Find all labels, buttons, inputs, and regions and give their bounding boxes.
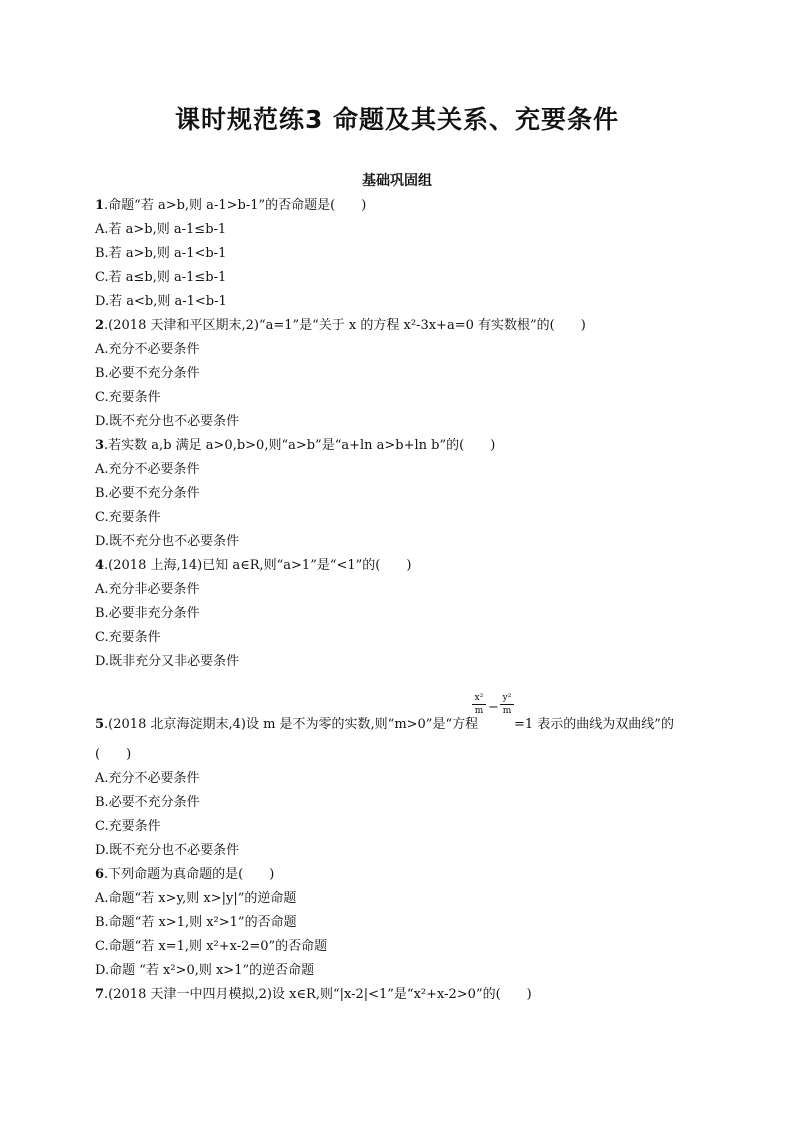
answer-option	[95, 891, 296, 907]
answer-option	[95, 510, 161, 526]
option-text: D.既不充分也不必要条件	[95, 534, 240, 549]
answer-option	[95, 606, 200, 622]
question-stem	[95, 558, 411, 574]
fraction-x2-over-m	[472, 693, 486, 716]
option-text: A.充分不必要条件	[95, 342, 200, 357]
answer-option	[95, 294, 227, 310]
option-text: D.既不充分也不必要条件	[95, 414, 240, 429]
question-text: .若实数 a,b 满足 a>0,b>0,则“a>b”是“a+ln a>b+ln b”的( )	[104, 438, 496, 453]
answer-option	[95, 270, 226, 286]
question-number: 1	[95, 198, 105, 213]
answer-option	[95, 654, 239, 670]
option-text: A.充分非必要条件	[95, 582, 200, 597]
fraction-numerator: x²	[472, 693, 486, 705]
answer-option	[95, 630, 161, 646]
answer-option	[95, 414, 239, 430]
fraction-y2-over-m	[500, 693, 514, 716]
option-text: D.命题 “若 x²>0,则 x>1”的逆否命题	[95, 963, 315, 978]
option-text: C.充要条件	[95, 510, 161, 525]
fraction-numerator: y²	[500, 693, 514, 705]
option-text: C.命题“若 x=1,则 x²+x-2=0”的否命题	[95, 939, 328, 954]
question-stem	[95, 318, 586, 334]
question-5-stem	[95, 717, 478, 733]
option-text: B.必要非充分条件	[95, 606, 200, 621]
question-stem	[95, 867, 274, 883]
answer-option	[95, 342, 200, 358]
answer-option	[95, 534, 239, 550]
question-number: 4	[95, 558, 105, 573]
answer-option	[95, 843, 239, 859]
question-number: 3	[95, 438, 105, 453]
section-title: 基础巩固组	[362, 173, 432, 189]
question-text: .(2018 上海,14)已知 a∈R,则“a>1”是“<1”的( )	[104, 558, 412, 573]
question-5-text: .(2018 北京海淀期末,4)设 m 是不为零的实数,则“m>0”是“方程	[104, 717, 479, 732]
option-text: B.必要不充分条件	[95, 366, 200, 381]
question-5-text-after: =1 表示的曲线为双曲线”的	[514, 717, 674, 732]
minus-sign: −	[488, 700, 499, 715]
option-text: A.若 a>b,则 a-1≤b-1	[95, 222, 227, 237]
answer-option	[95, 390, 161, 406]
question-stem	[95, 198, 366, 214]
option-text: B.必要不充分条件	[95, 486, 200, 501]
question-number: 2	[95, 318, 105, 333]
option-text: D.若 a<b,则 a-1<b-1	[95, 294, 227, 309]
option-text: B.若 a>b,则 a-1<b-1	[95, 246, 227, 261]
option-text: C.若 a≤b,则 a-1≤b-1	[95, 270, 227, 285]
question-text: .下列命题为真命题的是( )	[104, 867, 275, 882]
option-text: D.既不充分也不必要条件	[95, 843, 240, 858]
answer-option	[95, 939, 327, 955]
answer-option	[95, 246, 226, 262]
option-text: D.既非充分又非必要条件	[95, 654, 240, 669]
answer-option	[95, 915, 297, 931]
question-number: 5	[95, 717, 105, 732]
answer-option	[95, 462, 200, 478]
option-text: B.命题“若 x>1,则 x²>1”的否命题	[95, 915, 297, 930]
option-text: C.充要条件	[95, 630, 161, 645]
question-text: .(2018 天津和平区期末,2)“a=1”是“关于 x 的方程 x²-3x+a=0 有实数根”的( )	[104, 318, 586, 333]
fraction-denominator: m	[474, 706, 484, 716]
option-text: B.必要不充分条件	[95, 795, 200, 810]
page-title: 课时规范练3 命题及其关系、充要条件	[174, 105, 620, 134]
answer-option	[95, 222, 226, 238]
answer-option	[95, 963, 314, 979]
answer-option	[95, 366, 200, 382]
answer-option	[95, 795, 200, 811]
question-number: 6	[95, 867, 105, 882]
option-text: C.充要条件	[95, 819, 161, 834]
option-text: A.充分不必要条件	[95, 462, 200, 477]
option-text: A.充分不必要条件	[95, 771, 200, 786]
question-text: .(2018 天津一中四月模拟,2)设 x∈R,则“|x-2|<1”是“x²+x-2>0”的( )	[104, 987, 532, 1002]
option-text: C.充要条件	[95, 390, 161, 405]
answer-option	[95, 486, 200, 502]
fraction-denominator: m	[502, 706, 512, 716]
option-text: A.命题“若 x>y,则 x>|y|”的逆命题	[95, 891, 297, 906]
question-5-paren: ( )	[95, 747, 132, 762]
answer-option	[95, 819, 161, 835]
question-number: 7	[95, 987, 105, 1002]
question-stem	[95, 987, 532, 1003]
answer-option	[95, 771, 200, 787]
question-text: .命题“若 a>b,则 a-1>b-1”的否命题是( )	[104, 198, 367, 213]
answer-option	[95, 582, 200, 598]
question-stem	[95, 438, 495, 454]
